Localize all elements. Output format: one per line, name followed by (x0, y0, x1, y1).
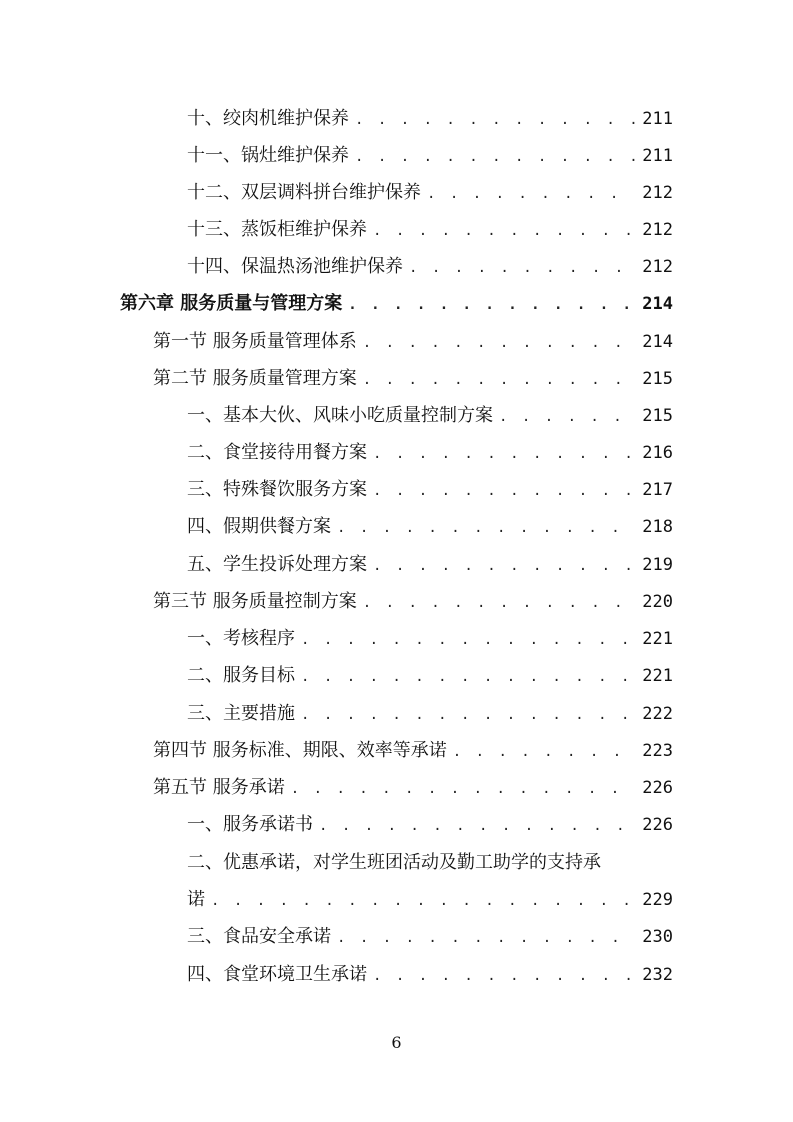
dot-leader (373, 217, 636, 245)
toc-entry-page: 229 (642, 890, 673, 910)
toc-entry[interactable] (187, 216, 673, 244)
dot-leader (301, 626, 636, 654)
dot-leader (301, 663, 636, 691)
toc-entry[interactable] (187, 923, 673, 951)
toc-entry-page: 232 (642, 965, 673, 985)
toc-entry-title: 十二、双层调料拼台维护保养 (187, 182, 421, 203)
dot-leader (363, 329, 637, 357)
toc-entry-page: 214 (642, 332, 673, 352)
dot-leader (319, 812, 636, 840)
toc-section-entry[interactable] (153, 365, 673, 393)
toc-entry-title: 二、优惠承诺，对学生班团活动及勤工助学的支持承 (187, 852, 601, 873)
dot-leader (373, 477, 636, 505)
toc-entry-page: 226 (642, 815, 673, 835)
toc-entry-title: 第三节 服务质量控制方案 (153, 591, 357, 612)
dot-leader (348, 291, 636, 319)
toc-entry[interactable] (187, 476, 673, 504)
dot-leader (427, 180, 636, 208)
toc-entry-page: 212 (642, 220, 673, 240)
toc-entry[interactable] (187, 513, 673, 541)
toc-chapter-entry[interactable] (120, 290, 673, 318)
toc-entry-page: 212 (642, 257, 673, 277)
dot-leader (363, 366, 637, 394)
toc-entry[interactable] (187, 551, 673, 579)
toc-entry-page: 220 (642, 592, 673, 612)
toc-entry-page: 211 (642, 146, 673, 166)
dot-leader (363, 589, 637, 617)
dot-leader (373, 962, 636, 990)
toc-entry[interactable] (187, 402, 673, 430)
toc-entry-title: 第六章 服务质量与管理方案 (120, 293, 343, 314)
toc-entry-title: 一、考核程序 (187, 628, 295, 649)
toc-entry-page: 218 (642, 517, 673, 537)
toc-entry-page: 214 (642, 294, 673, 314)
toc-entry-title: 十四、保温热汤池维护保养 (187, 256, 403, 277)
toc-entry[interactable] (187, 625, 673, 653)
dot-leader (355, 106, 636, 134)
toc-entry-page: 211 (642, 109, 673, 129)
dot-leader (337, 924, 636, 952)
toc-entry-title: 一、服务承诺书 (187, 814, 313, 835)
toc-wrapped-entry-second-line[interactable] (187, 886, 673, 914)
toc-entry-page: 215 (642, 406, 673, 426)
dot-leader (499, 403, 636, 431)
toc-entry-title: 第四节 服务标准、期限、效率等承诺 (153, 740, 447, 761)
dot-leader (301, 701, 636, 729)
toc-entry[interactable] (187, 961, 673, 989)
toc-entry[interactable] (187, 142, 673, 170)
toc-entry-page: 212 (642, 183, 673, 203)
toc-entry-title: 诺 (187, 889, 205, 910)
toc-entry[interactable] (187, 439, 673, 467)
toc-entry-title: 四、假期供餐方案 (187, 516, 331, 537)
dot-leader (355, 143, 636, 171)
toc-entry-page: 221 (642, 629, 673, 649)
toc-entry-title: 一、基本大伙、风味小吃质量控制方案 (187, 405, 493, 426)
toc-entry[interactable] (187, 811, 673, 839)
toc-entry-title: 二、食堂接待用餐方案 (187, 442, 367, 463)
toc-section-entry[interactable] (153, 588, 673, 616)
toc-entry-page: 215 (642, 369, 673, 389)
toc-entry-title: 第五节 服务承诺 (153, 777, 285, 798)
toc-entry-page: 221 (642, 666, 673, 686)
dot-leader (373, 440, 636, 468)
toc-entry-title: 三、特殊餐饮服务方案 (187, 479, 367, 500)
toc-entry-page: 219 (642, 555, 673, 575)
toc-entry[interactable] (187, 105, 673, 133)
toc-entry-title: 五、学生投诉处理方案 (187, 554, 367, 575)
toc-entry-title: 十、绞肉机维护保养 (187, 108, 349, 129)
dot-leader (409, 254, 636, 282)
toc-entry[interactable] (187, 700, 673, 728)
toc-entry-title: 三、主要措施 (187, 703, 295, 724)
toc-entry-title: 二、服务目标 (187, 665, 295, 686)
toc-entry-title: 三、食品安全承诺 (187, 926, 331, 947)
toc-entry-page: 223 (642, 741, 673, 761)
toc-entry-page: 217 (642, 480, 673, 500)
toc-wrapped-entry-first-line[interactable] (187, 849, 673, 877)
toc-section-entry[interactable] (153, 328, 673, 356)
toc-section-entry[interactable] (153, 774, 673, 802)
toc-entry-page: 230 (642, 927, 673, 947)
toc-entry-title: 十三、蒸饭柜维护保养 (187, 219, 367, 240)
toc-entry[interactable] (187, 662, 673, 690)
dot-leader (337, 514, 636, 542)
toc-entry-title: 第二节 服务质量管理方案 (153, 368, 357, 389)
toc-entry-page: 222 (642, 704, 673, 724)
toc-entry[interactable] (187, 179, 673, 207)
toc-entry-title: 四、食堂环境卫生承诺 (187, 964, 367, 985)
toc-entry-page: 216 (642, 443, 673, 463)
dot-leader (453, 738, 637, 766)
dot-leader (373, 552, 636, 580)
page-number: 6 (391, 1033, 402, 1052)
dot-leader (291, 775, 637, 803)
dot-leader (211, 887, 636, 915)
toc-entry-title: 第一节 服务质量管理体系 (153, 331, 357, 352)
toc-entry-page: 226 (642, 778, 673, 798)
toc-entry[interactable] (187, 253, 673, 281)
toc-entry-title: 十一、锅灶维护保养 (187, 145, 349, 166)
toc-section-entry[interactable] (153, 737, 673, 765)
